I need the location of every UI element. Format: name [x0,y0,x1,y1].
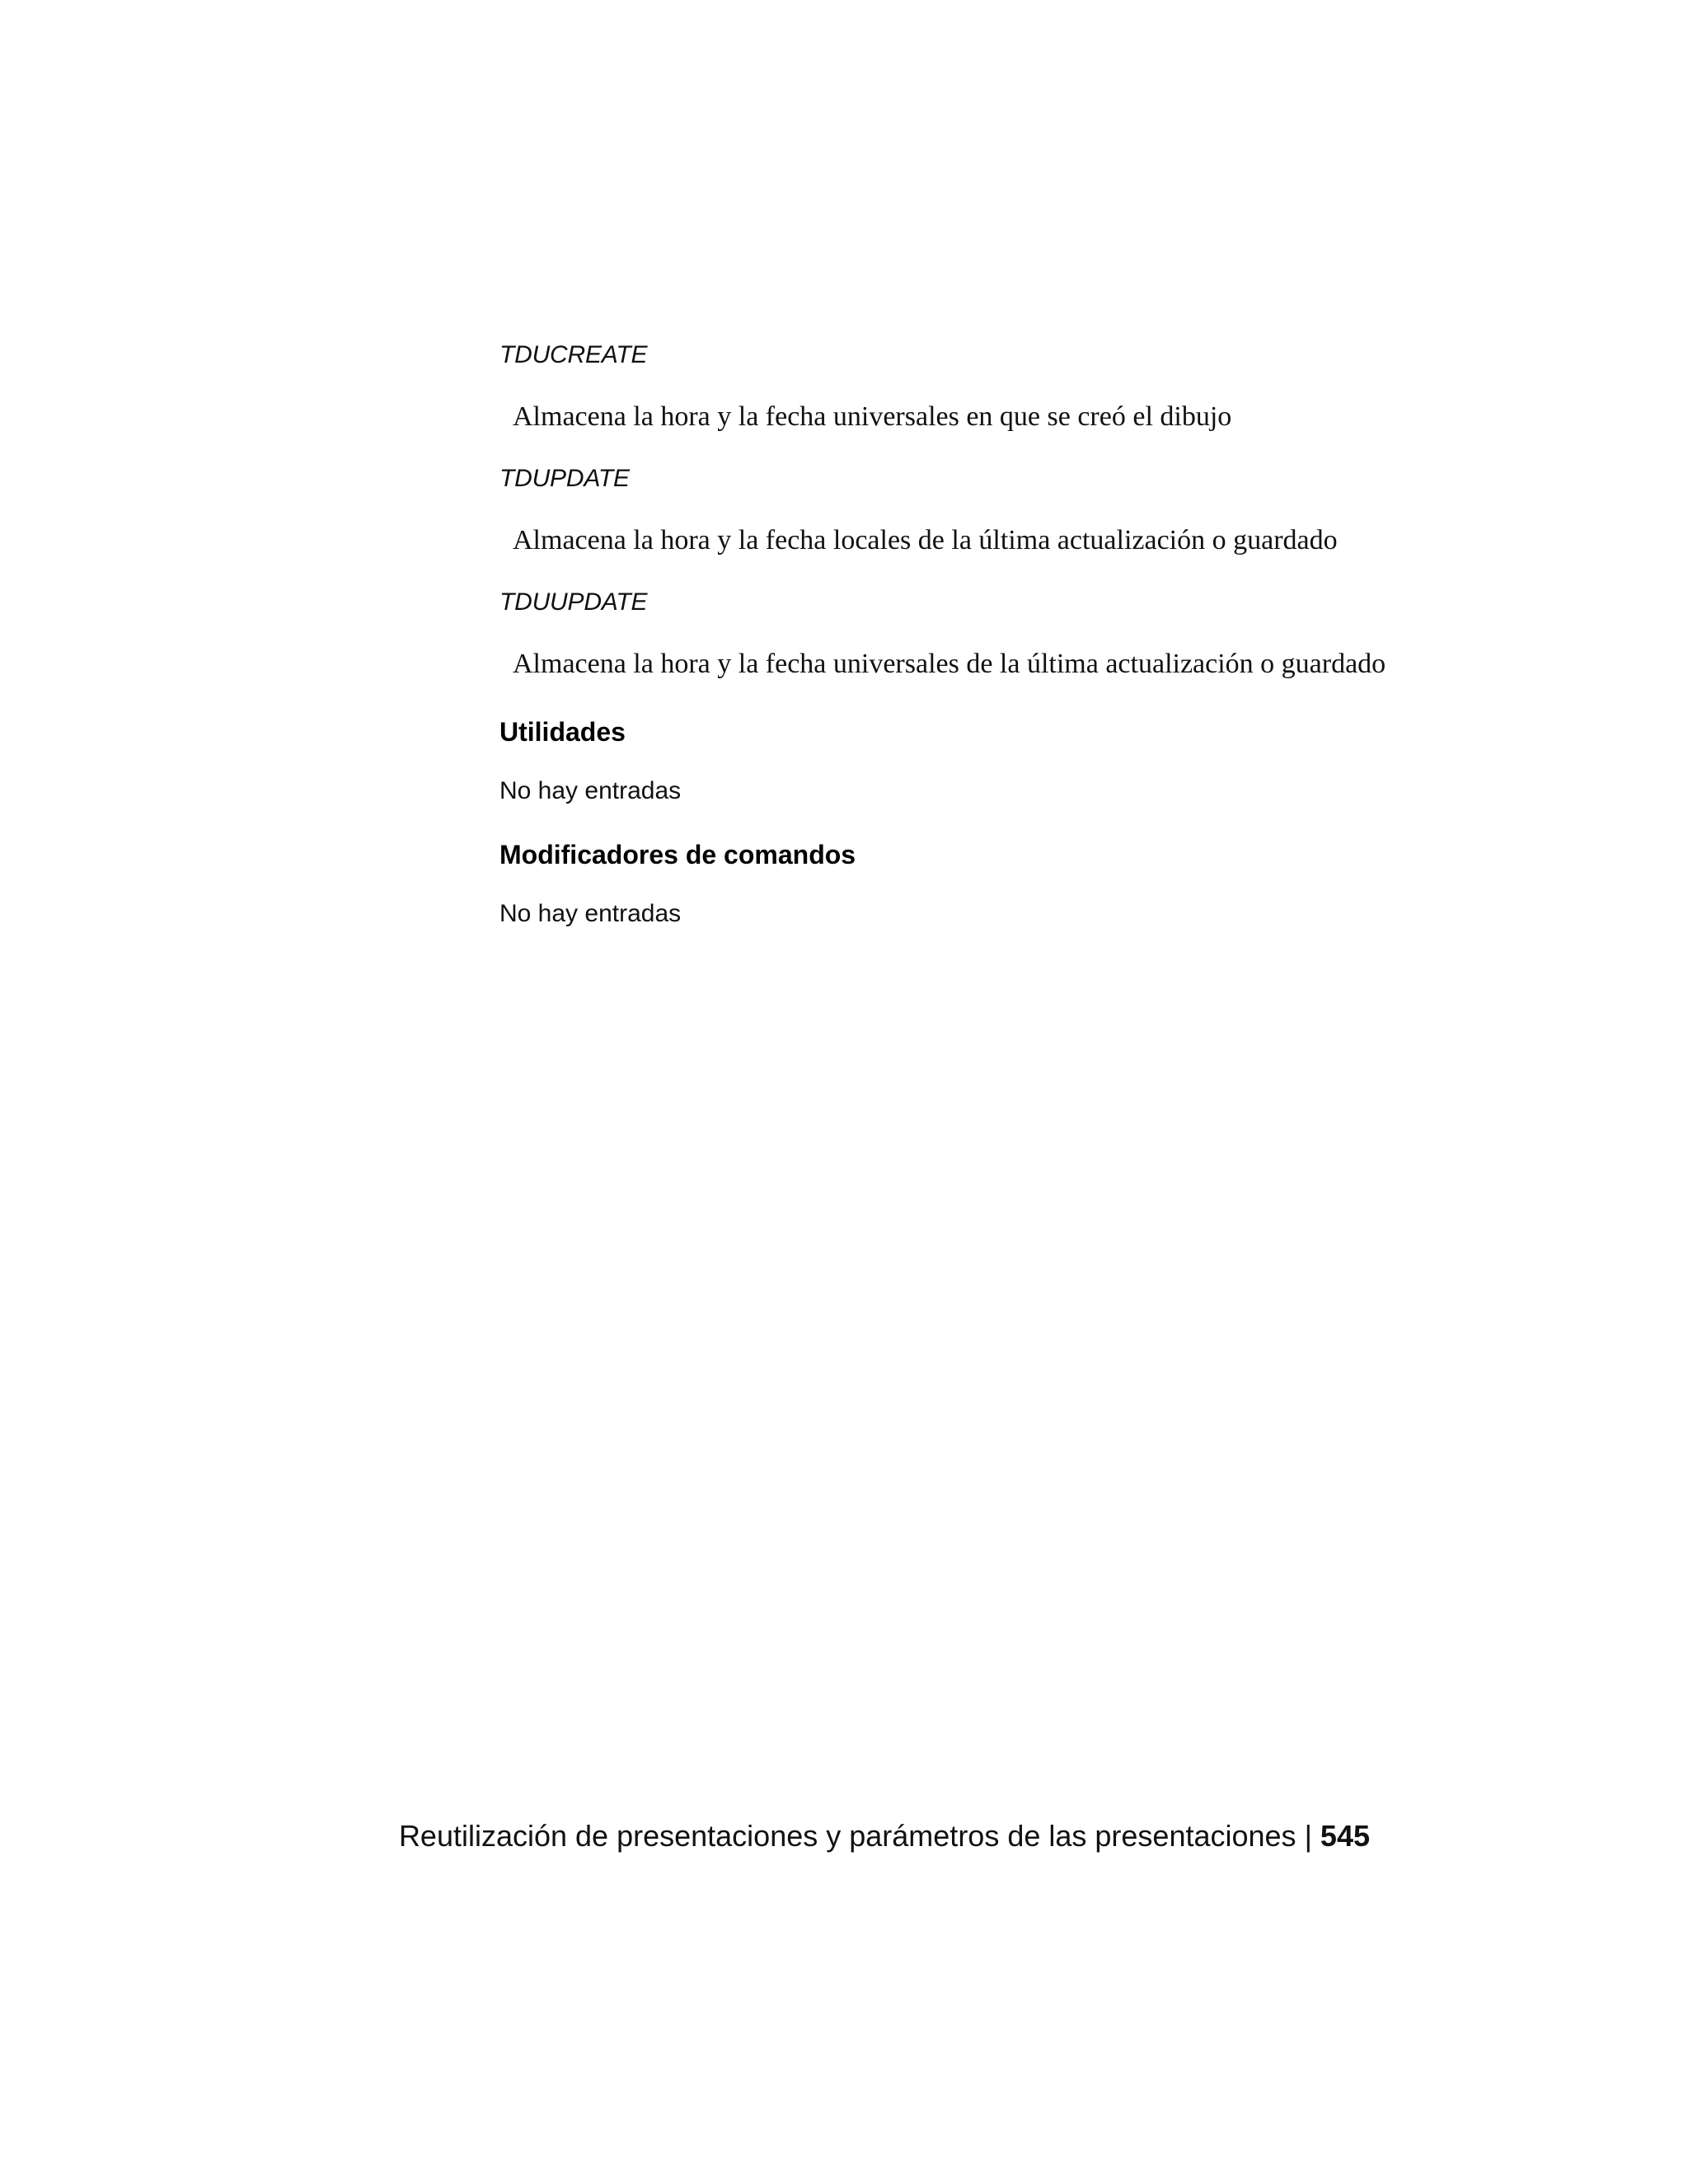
variable-entry-tduupdate [499,588,1423,681]
footer-separator: | [1304,1819,1312,1853]
section-heading-utilidades: Utilidades [499,717,626,747]
footer-title: Reutilización de presentaciones y parámetros de las presentaciones [398,1819,1296,1853]
variable-name: TDUPDATE [499,465,630,492]
section-text-modificadores: No hay entradas [499,900,682,927]
page-content [499,341,1423,929]
section-text-utilidades: No hay entradas [499,777,682,804]
variable-name: TDUUPDATE [499,588,648,616]
variable-description: Almacena la hora y la fecha locales de la última actualización o guardado [513,525,1338,555]
page-footer [399,1818,1370,1854]
variable-entry-tdupdate [499,465,1423,557]
section-heading-modificadores: Modificadores de comandos [499,840,856,869]
variable-name: TDUCREATE [499,341,648,368]
variable-description: Almacena la hora y la fecha universales de la última actualización o guardado [513,649,1386,679]
page-number: 545 [1320,1819,1370,1853]
variable-description: Almacena la hora y la fecha universales en que se creó el dibujo [513,401,1232,432]
variable-entry-tducreate [499,341,1423,434]
